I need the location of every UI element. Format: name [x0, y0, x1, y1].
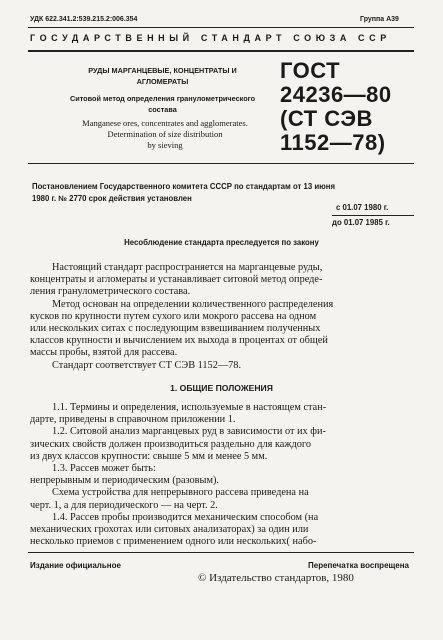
english-title-line-2: Determination of size distribution [107, 129, 223, 139]
clause-1-4-l3: несколько приемов с применением одного или нескольких( набо- [30, 536, 317, 548]
intro-p1-l2: концентраты и агломераты и устанавливает ситовой метод опреде- [30, 274, 323, 286]
clause-1-3-l1: 1.3. Рассев может быть: [52, 463, 156, 475]
clause-1-1-l2: дарте, приведены в справочном приложении 1. [30, 414, 236, 426]
decree-line-1: Постановлением Государственного комитета СССР по стандартам от 13 июня [32, 182, 336, 191]
intro-p2-l2: кусков по крупности путем сухого или мокрого рассева на одном [30, 310, 317, 322]
clause-1-1-l1: 1.1. Термины и определения, используемые в настоящем стан- [52, 402, 327, 413]
official-edition-label: Издание официальное [30, 561, 121, 570]
gost-number: 24236—80 [280, 82, 392, 107]
clause-1-2-l3: из двух классов крупности: свыше 5 мм и менее 5 мм. [30, 450, 268, 462]
intro-p2-l1: Метод основан на определении количественного распределения [52, 298, 334, 310]
clause-1-4-l1: 1.4. Рассев пробы производится механическим способом (на [52, 511, 319, 523]
title-line-2: АГЛОМЕРАТЫ [136, 77, 189, 86]
gost-label: ГОСТ [280, 58, 341, 83]
banner-rule [28, 50, 414, 52]
intro-p1-l1: Настоящий стандарт распространяется на марганцевые руды, [52, 262, 323, 273]
date-rule [332, 215, 414, 216]
st-sev-label: (СТ СЭВ [280, 106, 373, 131]
intro-text [30, 262, 418, 372]
intro-p1-l3: ления гранулометрического состава. [30, 286, 191, 298]
clause-1-3-l2: непрерывным и периодическим (разовым). [30, 475, 219, 487]
publisher-copyright: © Издательство стандартов, 1980 [198, 572, 354, 584]
section-1-text [30, 402, 418, 548]
subtitle-line-1: Ситовой метод определения гранулометрического [69, 94, 256, 103]
st-sev-number: 1152—78) [280, 130, 386, 155]
decree-line-2: 1980 г. № 2770 срок действия установлен [32, 194, 192, 203]
reprint-prohibited-label: Перепечатка воспрещена [308, 561, 409, 570]
clause-1-2-l1: 1.2. Ситовой анализ марганцевых руд в зависимости от их фи- [52, 426, 326, 438]
english-title-line-3: by sieving [147, 140, 183, 150]
effective-to-date: до 01.07 1985 г. [332, 218, 390, 227]
clause-1-3-l4: черт. 1, а для периодического — на черт. 2. [30, 499, 218, 511]
state-standard-banner: ГОСУДАРСТВЕННЫЙ СТАНДАРТ СОЮЗА ССР [30, 33, 391, 43]
intro-p3-l1: Стандарт соответствует СТ СЭВ 1152—78. [52, 359, 242, 371]
subtitle-line-2: состава [148, 105, 177, 114]
effective-from-date: с 01.07 1980 г. [336, 203, 389, 212]
title-line-1: РУДЫ МАРГАНЦЕВЫЕ, КОНЦЕНТРАТЫ И [88, 66, 237, 75]
clause-1-4-l2: механических грохотах или ситовых анализаторах) за один или [30, 524, 309, 536]
top-rule [28, 27, 414, 28]
clause-1-2-l2: зических свойств должен производиться раздельно для каждого [30, 438, 311, 450]
group-code: Группа А39 [360, 16, 399, 23]
section-1-heading: 1. ОБЩИЕ ПОЛОЖЕНИЯ [170, 383, 273, 393]
footer-rule [28, 552, 414, 553]
udc-code: УДК 622.341.2:539.215.2:006.354 [30, 16, 138, 23]
english-title-line-1: Manganese ores, concentrates and agglomerates. [82, 118, 248, 128]
intro-p2-l5: массы пробы, взятой для рассева. [30, 347, 178, 359]
clause-1-3-l3: Схема устройства для непрерывного рассева приведена на [52, 487, 309, 499]
legal-notice: Несоблюдение стандарта преследуется по закону [124, 238, 319, 247]
intro-p2-l3: или нескольких ситах с последующим взвешиванием полученных [30, 323, 321, 335]
decree-rule [28, 163, 414, 164]
intro-p2-l4: классов крупности и вычислением их выхода в процентах от общей [30, 335, 328, 347]
